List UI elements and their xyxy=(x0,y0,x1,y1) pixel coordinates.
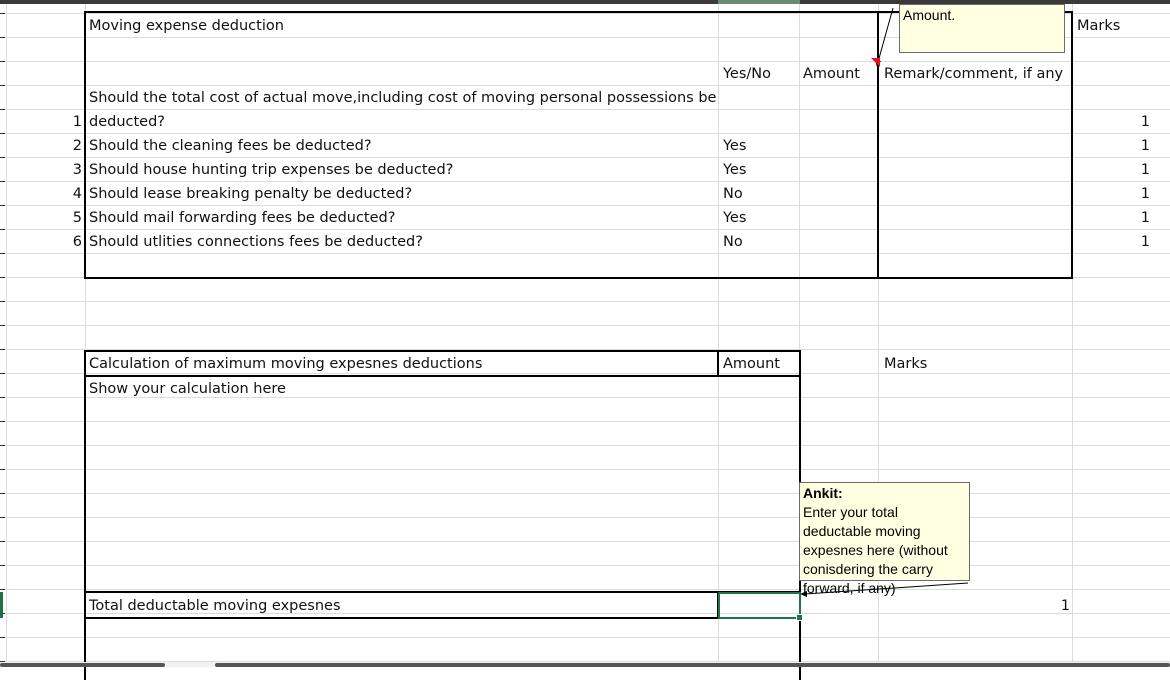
question-number: 1 xyxy=(72,114,82,130)
question-answer: Yes xyxy=(723,162,747,178)
question1-line1: Should the total cost of actual move,including cost of moving personal possessions be xyxy=(89,90,717,106)
section1-title: Moving expense deduction xyxy=(89,18,284,34)
question-marks: 1 xyxy=(1140,162,1150,178)
comment-ankit-text: Enter your total deductable moving expesnes here (without conisdering the carry forward, if any) xyxy=(803,504,948,596)
question-number: 3 xyxy=(72,162,82,178)
question-text: Should utlities connections fees be deducted? xyxy=(89,234,423,250)
section2-marks-header: Marks xyxy=(884,356,928,372)
comment-author: Ankit: xyxy=(803,485,843,501)
question-text: Should the cleaning fees be deducted? xyxy=(89,138,372,154)
section2-amount-header: Amount xyxy=(723,356,780,372)
total-marks: 1 xyxy=(1060,598,1070,614)
comment-box-top[interactable] xyxy=(899,4,1065,53)
question-text: Should house hunting trip expenses be deducted? xyxy=(89,162,454,178)
question-answer: No xyxy=(723,186,743,202)
header-amount: Amount xyxy=(803,66,860,82)
section2-title: Calculation of maximum moving expesnes deductions xyxy=(89,356,483,372)
total-label: Total deductable moving expesnes xyxy=(89,598,341,614)
question-marks: 1 xyxy=(1140,210,1150,226)
question-marks: 1 xyxy=(1140,234,1150,250)
question-marks: 1 xyxy=(1140,114,1150,130)
question-answer: No xyxy=(723,234,743,250)
question-marks: 1 xyxy=(1140,186,1150,202)
question-number: 4 xyxy=(72,186,82,202)
question-text: deducted? xyxy=(89,114,165,130)
question-marks: 1 xyxy=(1140,138,1150,154)
question-answer: Yes xyxy=(723,210,747,226)
question-text: Should mail forwarding fees be deducted? xyxy=(89,210,396,226)
header-marks: Marks xyxy=(1077,18,1121,34)
sheet-tab-bar-right[interactable] xyxy=(215,663,1170,667)
comment-top-text: Amount. xyxy=(903,7,956,23)
question-number: 5 xyxy=(72,210,82,226)
sheet-tab-bar-left xyxy=(0,663,165,667)
header-remark: Remark/comment, if any xyxy=(884,66,1064,82)
question-answer: Yes xyxy=(723,138,747,154)
comment-box-ankit[interactable] xyxy=(799,482,970,596)
question-number: 6 xyxy=(72,234,82,250)
header-yesno: Yes/No xyxy=(723,66,772,82)
question-number: 2 xyxy=(72,138,82,154)
question-text: Should lease breaking penalty be deducted? xyxy=(89,186,413,202)
section2-subtitle: Show your calculation here xyxy=(89,381,286,397)
